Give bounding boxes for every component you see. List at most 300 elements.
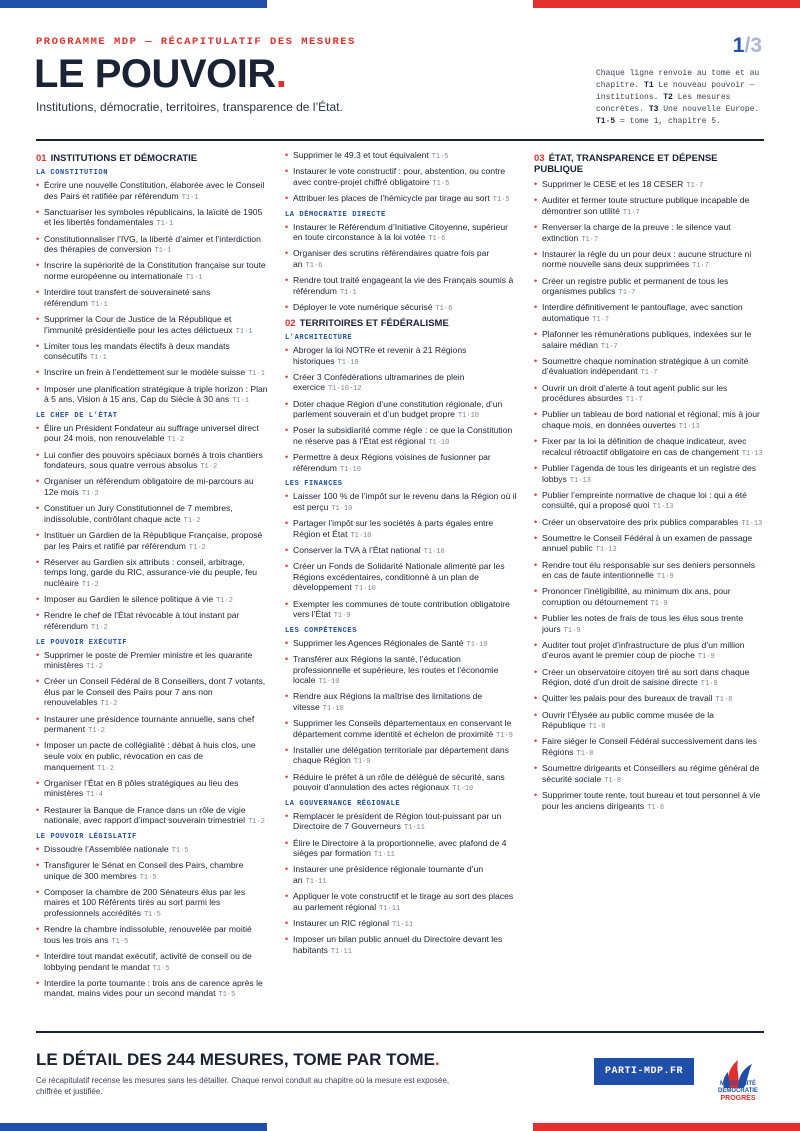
measure-text: Constituer un Jury Constitutionnel de 7 membres, indissoluble, contrôlant chaque acte bbox=[44, 503, 233, 524]
measure-text: Publier un tableau de bord national et régional, mis à jour chaque mois, en données ouvertes bbox=[542, 409, 760, 431]
legend-code: T3 bbox=[648, 105, 659, 114]
measure-text: Publier l’agenda de tous les dirigeants et un registre des lobbys bbox=[542, 463, 757, 484]
measure-reference: T1·8 bbox=[576, 750, 594, 758]
measure-item bbox=[534, 436, 766, 459]
measure-reference: T1·10 bbox=[428, 439, 450, 448]
measure-text: Instaurer une présidence régionale tournante d’un an bbox=[293, 864, 484, 885]
measure-text: Supprimer le CESE et les 18 CESER bbox=[542, 179, 684, 189]
measure-reference: T1·13 bbox=[741, 449, 763, 458]
measure-reference: T1·11 bbox=[305, 877, 327, 886]
flag-stripe-bottom bbox=[0, 1123, 800, 1131]
measure-text: Imposer un pacte de collégialité : débat à huis clos, une seule voix en public, révocation en cas de manquement bbox=[44, 740, 256, 772]
legend-text: Chaque ligne renvoie au tome et au chapitre. bbox=[596, 69, 760, 90]
measure-reference: T1·2 bbox=[81, 580, 99, 589]
header-divider bbox=[36, 139, 764, 141]
measure-item bbox=[36, 367, 270, 380]
measure-text: Interdire définitivement le pantouflage, avec sanction automatique bbox=[542, 302, 743, 323]
measure-list bbox=[285, 638, 517, 795]
measure-reference: T1·10 bbox=[452, 785, 474, 794]
measure-text: Renverser la charge de la preuve : le silence vaut extinction bbox=[542, 221, 731, 243]
measure-reference: T1·1 bbox=[232, 397, 250, 406]
measure-item bbox=[285, 561, 517, 595]
measure-text: Permettre à deux Régions voisines de fusionner par référendum bbox=[293, 452, 491, 473]
measure-item bbox=[285, 691, 517, 714]
subsection-heading: LA CONSTITUTION bbox=[36, 169, 109, 177]
measure-item bbox=[36, 714, 270, 737]
measure-reference: T1·11 bbox=[373, 851, 395, 860]
measure-reference: T1·2 bbox=[100, 700, 118, 709]
subsection-heading: LA GOUVERNANCE RÉGIONALE bbox=[285, 799, 401, 808]
measure-item bbox=[285, 918, 517, 931]
measure-item bbox=[285, 425, 517, 448]
measure-reference: T1·5 bbox=[218, 991, 236, 1000]
measure-reference: T1·10-12 bbox=[328, 385, 362, 394]
measure-reference: T1·1 bbox=[154, 247, 172, 256]
measure-text: Poser la subsidiarité comme règle : ce que la Constitution ne réserve pas à l’État est régional bbox=[293, 425, 513, 447]
measure-text: Doter chaque Région d’une constitution régionale, d’un parlement souverain et d’un budget propre bbox=[293, 398, 503, 420]
measure-text: Ouvrir l’Élysée au public comme musée de la République bbox=[542, 709, 714, 731]
measure-text: Instituer un Gardien de la République Française, proposé par les Pairs et ratifié par référendum bbox=[44, 529, 263, 551]
measure-text: Instaurer une présidence tournante annuelle, sans chef permanent bbox=[44, 713, 255, 735]
measure-text: Instaurer le Référendum d’Initiative Citoyenne, supérieur en toute circonstance à la loi votée bbox=[293, 221, 508, 243]
measure-text: Créer un observatoire des prix publics comparables bbox=[542, 516, 739, 527]
page-title-dot: . bbox=[275, 52, 287, 96]
logo-line-3: PROGRÈS bbox=[720, 1095, 756, 1102]
subsection-heading: LA DÉMOCRATIE DIRECTE bbox=[285, 210, 386, 219]
footer-title bbox=[36, 1050, 440, 1070]
measure-reference: T1·5 bbox=[111, 937, 129, 946]
section-title: ÉTAT, TRANSPARENCE ET DÉPENSE PUBLIQUE bbox=[534, 153, 718, 175]
measure-reference: T1·1 bbox=[235, 327, 253, 336]
measure-item bbox=[36, 207, 270, 230]
measure-text: Fixer par la loi la définition de chaque indicateur, avec recalcul rétroactif obligatoire en cas de changement bbox=[542, 436, 747, 457]
measure-item bbox=[36, 805, 270, 828]
footer-text: Ce récapitulatif recense les mesures sans les détailler. Chaque renvoi conduit au chapitre où la mesure est exposée, chiffrée et justifiée. bbox=[36, 1076, 450, 1096]
measure-item bbox=[285, 654, 517, 688]
measure-text: Élire le Directoire à la proportionnelle, avec plafond de 4 sièges par formation bbox=[293, 837, 507, 859]
measure-item bbox=[534, 490, 766, 513]
measure-reference: T1·4 bbox=[86, 791, 103, 800]
measure-text: Ouvrir un droit d’alerte à tout agent public sur les procédures absurdes bbox=[542, 382, 728, 404]
measure-item bbox=[285, 745, 517, 768]
measure-text: Auditer tout projet d’infrastructure de plus d’un million d’euros avant le premier coup de pioche bbox=[542, 639, 745, 661]
footer-divider bbox=[36, 1031, 764, 1033]
legend-text: Une nouvelle Europe. bbox=[658, 105, 760, 114]
measure-text: Rendre le chef de l’État révocable à tout instant par référendum bbox=[44, 610, 240, 631]
measure-list bbox=[36, 180, 270, 407]
measure-reference: T1·5 bbox=[432, 179, 450, 188]
measure-reference: T1·10 bbox=[350, 531, 372, 540]
measure-text: Instaurer un RIC régional bbox=[293, 917, 390, 928]
measure-reference: T1·2 bbox=[216, 597, 233, 606]
measure-reference: T1·2 bbox=[86, 663, 103, 672]
measure-text: Rendre tout élu responsable sur ses deniers personnels en cas de faute intentionnelle bbox=[542, 559, 756, 581]
measure-item bbox=[285, 302, 517, 315]
measure-reference: T1·13 bbox=[569, 476, 591, 485]
measure-item bbox=[285, 275, 517, 298]
measure-text: Transfigurer le Sénat en Conseil des Pairs, chambre unique de 300 membres bbox=[44, 859, 244, 881]
measure-item bbox=[534, 613, 766, 636]
measure-item bbox=[36, 341, 270, 364]
measure-text: Créer un observatoire citoyen tiré au sort dans chaque Région, doté d’un droit de saisine directe bbox=[542, 666, 750, 688]
measure-reference: T1·10 bbox=[322, 704, 344, 713]
measure-reference: T1·5 bbox=[139, 873, 157, 882]
section-heading bbox=[285, 318, 517, 329]
measure-item bbox=[534, 329, 766, 352]
measure-text: Remplacer le président de Région tout-puissant par un Directoire de 7 Gouverneurs bbox=[293, 810, 502, 832]
measure-text: Interdire tout mandat exécutif, activité de conseil ou de lobbying pendant le mandat bbox=[44, 950, 252, 972]
measure-text: Auditer et fermer toute structure publique incapable de démontrer son utilité bbox=[542, 195, 750, 216]
measure-item bbox=[285, 222, 517, 245]
measure-item bbox=[534, 667, 766, 690]
measure-item bbox=[534, 736, 766, 759]
measure-reference: T1·5 bbox=[431, 153, 449, 161]
measure-reference: T1·7 bbox=[592, 315, 610, 324]
measure-reference: T1·2 bbox=[97, 764, 114, 773]
measure-item bbox=[285, 864, 517, 887]
measure-item bbox=[285, 934, 517, 957]
measure-text: Créer un registre public et permanent de tous les organismes publics bbox=[542, 275, 729, 297]
measure-list bbox=[36, 423, 270, 634]
footer-title-dot: . bbox=[434, 1050, 440, 1069]
measure-reference: T1·2 bbox=[167, 436, 185, 445]
measure-reference: T1·13 bbox=[741, 519, 763, 528]
measure-item bbox=[285, 345, 517, 368]
measure-item bbox=[534, 640, 766, 663]
measure-reference: T1·13 bbox=[678, 423, 700, 432]
section-title: TERRITOIRES ET FÉDÉRALISME bbox=[299, 318, 449, 330]
measure-text: Publier l’empreinte normative de chaque loi : qui a été consulté, qui a proposé quoi bbox=[542, 489, 747, 511]
measure-reference: T1·9 bbox=[697, 653, 715, 662]
measure-item bbox=[36, 503, 270, 526]
logo-line-2: DÉMOCRATIE bbox=[718, 1088, 758, 1094]
measure-reference: T1·1 bbox=[185, 273, 203, 282]
page-title-text: LE POUVOIR bbox=[34, 52, 276, 96]
measure-item bbox=[534, 533, 766, 556]
measure-reference: T1·6 bbox=[305, 261, 323, 270]
page-number-total: /3 bbox=[744, 34, 762, 57]
measure-text: Faire siéger le Conseil Fédéral successivement dans les Régions bbox=[542, 736, 757, 757]
flag-stripe-top bbox=[0, 0, 800, 8]
measure-reference: T1·2 bbox=[183, 516, 201, 525]
measure-list bbox=[534, 179, 766, 813]
measure-reference: T1·10 bbox=[318, 678, 340, 687]
measure-reference: T1·7 bbox=[622, 208, 640, 217]
measure-item bbox=[534, 710, 766, 733]
kicker: PROGRAMME MDP — RÉCAPITULATIF DES MESURES bbox=[36, 36, 356, 48]
measure-text: Interdire tout transfert de souveraineté sans référendum bbox=[44, 287, 211, 308]
measure-text: Instaurer le vote constructif : pour, abstention, ou contre avec contre-projet chiffré obligatoire bbox=[293, 166, 506, 187]
section-heading bbox=[534, 153, 766, 175]
legend-code: T1·5 bbox=[596, 117, 616, 126]
measure-reference: T1·10 bbox=[331, 505, 353, 513]
measure-text: Laisser 100 % de l’impôt sur le revenu dans la Région où il est perçu bbox=[293, 491, 517, 512]
measure-item bbox=[534, 302, 766, 325]
measure-text: Interdire la porte tournante : trois ans de carence après le mandat, mains vides pour un second mandat bbox=[44, 977, 263, 999]
column-1 bbox=[36, 150, 270, 1004]
subsection-heading: LE POUVOIR EXÉCUTIF bbox=[36, 638, 128, 647]
measure-item bbox=[285, 399, 517, 422]
measure-item bbox=[285, 248, 517, 271]
measure-text: Lui confier des pouvoirs spéciaux bornés à trois chantiers fondateurs, sous quatre verrous absolus bbox=[44, 449, 263, 471]
measure-reference: T1·2 bbox=[248, 818, 265, 827]
measure-item bbox=[36, 740, 270, 774]
measure-text: Imposer au Gardien le silence politique à vie bbox=[44, 594, 214, 605]
measure-text: Organiser l’État en 8 pôles stratégiques au lieu des ministères bbox=[44, 777, 239, 799]
measure-item bbox=[36, 287, 270, 310]
measure-item bbox=[285, 452, 517, 475]
measure-reference: T1·6 bbox=[428, 235, 446, 244]
legend-text: Le nouveau pouvoir — institutions. bbox=[596, 81, 755, 102]
measure-reference: T1·10 bbox=[337, 358, 359, 367]
measure-reference: T1·7 bbox=[692, 262, 709, 271]
measure-text: Composer la chambre de 200 Sénateurs élus par les maires et 100 Référents tirés au sort parmi les professionnels accrédités bbox=[44, 886, 246, 918]
reference-legend bbox=[596, 68, 766, 128]
measure-reference: T1·11 bbox=[379, 904, 401, 913]
measure-item bbox=[285, 491, 517, 514]
measure-item bbox=[285, 772, 517, 795]
measure-text: Inscrire un frein à l’endettement sur le modèle suisse bbox=[44, 367, 246, 378]
measure-reference: T1·7 bbox=[640, 369, 658, 378]
measure-item bbox=[534, 249, 766, 272]
measure-text: Élire un Président Fondateur au suffrage universel direct pour 24 mois, non renouvelable bbox=[44, 422, 259, 444]
measure-reference: T1·2 bbox=[188, 543, 206, 552]
measure-reference: T1·5 bbox=[492, 195, 510, 204]
measure-reference: T1·6 bbox=[435, 304, 453, 313]
measure-item bbox=[285, 150, 517, 163]
measure-reference: T1·13 bbox=[652, 503, 674, 512]
measure-item bbox=[36, 423, 270, 446]
measure-reference: T1·1 bbox=[339, 288, 357, 297]
page-number-current: 1 bbox=[732, 34, 745, 57]
measure-text: Sanctuariser les symboles républicains, la laïcité de 1905 et les libertés fondamentales bbox=[44, 206, 263, 228]
measure-item bbox=[285, 166, 517, 189]
legend-text: = tome 1, chapitre 5. bbox=[615, 117, 721, 126]
measure-text: Créer un Conseil Fédéral de 8 Conseillers, dont 7 votants, élus par le Conseil des Pairs pour 7 ans non renouvelables bbox=[44, 676, 266, 708]
measure-reference: T1·1 bbox=[181, 193, 199, 202]
measure-item bbox=[534, 222, 766, 245]
measure-item bbox=[285, 891, 517, 914]
subsection-heading: LES FINANCES bbox=[285, 480, 343, 489]
measure-reference: T1·8 bbox=[588, 723, 606, 732]
legend-code: T1 bbox=[644, 81, 654, 90]
measure-text: Rendre tout traité engageant la vie des Français soumis à référendum bbox=[293, 275, 514, 296]
measure-reference: T1·1 bbox=[90, 354, 107, 363]
measure-text: Soumettre chaque nomination stratégique à un comité d’évaluation indépendant bbox=[542, 355, 749, 377]
measure-item bbox=[36, 314, 270, 337]
measure-reference: T1·2 bbox=[90, 623, 108, 632]
measure-text: Partager l’impôt sur les sociétés à parts égales entre Région et État bbox=[293, 518, 494, 539]
measure-item bbox=[36, 384, 270, 407]
measure-list bbox=[285, 491, 517, 621]
measure-item bbox=[534, 763, 766, 786]
measure-item bbox=[534, 790, 766, 813]
measure-reference: T1·9 bbox=[563, 626, 581, 635]
measure-item bbox=[534, 356, 766, 379]
measure-list bbox=[36, 650, 270, 828]
measure-reference: T1·8 bbox=[715, 696, 733, 705]
measure-reference: T1·10 bbox=[466, 640, 488, 649]
measure-item bbox=[285, 718, 517, 741]
measure-reference: T1·9 bbox=[353, 758, 371, 767]
measure-text: Inscrire la supériorité de la Constitution française sur toute norme européenne ou internationale bbox=[44, 260, 266, 281]
measure-text: Rendre aux Régions la maîtrise des limitations de vitesse bbox=[293, 691, 483, 712]
measure-reference: T1·8 bbox=[647, 803, 665, 812]
measure-text: Supprimer le 49.3 et tout équivalent bbox=[293, 150, 429, 160]
measure-item bbox=[534, 276, 766, 299]
measure-reference: T1·10 bbox=[457, 412, 479, 421]
measure-text: Quitter les palais pour des bureaux de travail bbox=[542, 693, 713, 704]
measure-item bbox=[36, 557, 270, 591]
measure-text: Plafonner les rémunérations publiques, indexées sur le salaire médian bbox=[542, 329, 752, 350]
measure-reference: T1·5 bbox=[171, 846, 189, 855]
measure-item bbox=[36, 887, 270, 921]
measure-item bbox=[36, 951, 270, 974]
subsection-heading: LE POUVOIR LÉGISLATIF bbox=[36, 832, 137, 841]
measure-list bbox=[285, 150, 517, 206]
measure-item bbox=[36, 650, 270, 673]
measure-text: Imposer une planification stratégique à triple horizon : Plan à 5 ans, Vision à 15 ans, Cap du Siècle à 30 ans bbox=[44, 383, 268, 405]
measure-text: Rendre la chambre indissoluble, renouvelée par moitié tous les trois ans bbox=[44, 924, 252, 945]
measure-item bbox=[36, 180, 270, 203]
measure-item bbox=[36, 260, 270, 283]
column-2 bbox=[285, 150, 517, 961]
subsection-heading: LE CHEF DE L’ÉTAT bbox=[36, 411, 118, 420]
measure-item bbox=[36, 476, 270, 499]
measure-text: Créer un Fonds de Solidarité Nationale alimenté par les Régions excédentaires, conditionné à un plan de développement bbox=[293, 561, 505, 593]
measure-item bbox=[36, 924, 270, 947]
measure-reference: T1·10 bbox=[423, 547, 445, 556]
measure-item bbox=[534, 179, 766, 192]
measure-text: Soumettre dirigeants et Conseillers au régime général de sécurité sociale bbox=[542, 763, 760, 784]
measure-item bbox=[36, 860, 270, 883]
measure-reference: T1·2 bbox=[88, 727, 105, 736]
logo-line-1: MODERNITÉ bbox=[720, 1081, 756, 1087]
measure-item bbox=[534, 383, 766, 406]
measure-item bbox=[36, 530, 270, 553]
measure-reference: T1·11 bbox=[330, 947, 352, 956]
measure-text: Limiter tous les mandats électifs à deux mandats consécutifs bbox=[44, 340, 230, 362]
measure-item bbox=[534, 463, 766, 486]
measure-reference: T1·7 bbox=[618, 289, 636, 298]
measure-reference: T1·11 bbox=[403, 824, 425, 833]
measure-text: Instaurer la règle du un pour deux : aucune structure ni norme nouvelle sans deux supprimées bbox=[542, 248, 752, 270]
measure-item bbox=[36, 978, 270, 1001]
measure-item bbox=[36, 610, 270, 633]
measure-list bbox=[285, 222, 517, 315]
measure-text: Exempter les communes de toute contribution obligatoire vers l’État bbox=[293, 598, 510, 620]
measure-text: Publier les notes de frais de tous les élus sous trente jours bbox=[542, 613, 744, 634]
measure-item bbox=[534, 560, 766, 583]
measure-reference: T1·9 bbox=[333, 612, 351, 621]
measure-item bbox=[36, 676, 270, 710]
measure-text: Supprimer la Cour de Justice de la République et l’immunité présidentielle pour les actes délictueux bbox=[44, 313, 233, 335]
measure-item bbox=[285, 599, 517, 622]
measure-item bbox=[534, 409, 766, 432]
measure-text: Supprimer toute rente, tout bureau et tout personnel à vie pour les anciens dirigeants bbox=[542, 789, 761, 811]
measure-reference: T1·10 bbox=[339, 465, 361, 474]
measure-reference: T1·1 bbox=[248, 370, 265, 379]
measure-reference: T1·5 bbox=[152, 964, 170, 973]
measure-text: Attribuer les places de l’hémicycle par tirage au sort bbox=[293, 192, 490, 203]
measure-item bbox=[285, 838, 517, 861]
measure-item bbox=[285, 545, 517, 558]
measure-reference: T1·9 bbox=[496, 731, 513, 740]
measure-list bbox=[36, 844, 270, 1001]
measure-item bbox=[285, 193, 517, 206]
subsection-heading: LES COMPÉTENCES bbox=[285, 626, 358, 635]
section-title: INSTITUTIONS ET DÉMOCRATIE bbox=[50, 153, 198, 164]
measure-reference: T1·2 bbox=[81, 490, 99, 498]
measure-reference: T1·1 bbox=[90, 300, 108, 309]
measure-list bbox=[285, 811, 517, 958]
logo-wordmark bbox=[700, 1081, 776, 1102]
section-heading bbox=[36, 153, 270, 164]
measure-item bbox=[36, 778, 270, 801]
measure-reference: T1·5 bbox=[143, 910, 161, 919]
measure-reference: T1·8 bbox=[604, 776, 622, 785]
website-link-button[interactable]: PARTI-MDP.FR bbox=[594, 1058, 694, 1085]
footer-title-text: LE DÉTAIL DES 244 MESURES, TOME PAR TOME bbox=[36, 1050, 435, 1069]
measure-text: Réduire le préfet à un rôle de délégué de sécurité, sans pouvoir d’annulation des actes régionaux bbox=[293, 771, 505, 793]
measure-reference: T1·9 bbox=[656, 573, 674, 582]
measure-item bbox=[36, 234, 270, 257]
measure-item bbox=[534, 195, 766, 218]
measure-item bbox=[534, 586, 766, 609]
measure-item bbox=[285, 372, 517, 395]
measure-reference: T1·7 bbox=[581, 235, 599, 244]
legend-code: T2 bbox=[663, 93, 673, 102]
measure-reference: T1·10 bbox=[354, 585, 376, 594]
measure-text: Supprimer les Conseils départementaux en conservant le département comme identité et échelon de proximité bbox=[293, 718, 512, 739]
measure-item bbox=[285, 518, 517, 541]
measure-text: Réserver au Gardien six attributs : conseil, arbitrage, temps long, garde du RIC, assurance-vie du peuple, feu nucléaire bbox=[44, 556, 258, 588]
measure-text: Constitutionnaliser l’IVG, la liberté d’aimer et l’interdiction des thérapies de conversion bbox=[44, 233, 261, 255]
measure-reference: T1·11 bbox=[392, 920, 414, 929]
measure-reference: T1·7 bbox=[625, 396, 643, 405]
measure-text: Installer une délégation territoriale par département dans chaque Région bbox=[293, 744, 509, 766]
measure-text: Supprimer le poste de Premier ministre et les quarante ministères bbox=[44, 649, 253, 671]
measure-item bbox=[285, 638, 517, 651]
measure-item bbox=[534, 517, 766, 530]
measure-text: Appliquer le vote constructif et le tirage au sort des places au parlement régional bbox=[293, 891, 514, 912]
column-3 bbox=[534, 150, 766, 817]
subsection-heading: L’ARCHITECTURE bbox=[285, 334, 353, 343]
measure-text: Conserver la TVA à l’État national bbox=[293, 544, 421, 555]
measure-item bbox=[285, 811, 517, 834]
measure-text: Imposer un bilan public annuel du Directoire devant les habitants bbox=[293, 934, 503, 955]
measure-list bbox=[285, 345, 517, 475]
measure-reference: T1·9 bbox=[700, 680, 718, 689]
measure-text: Abroger la loi NOTRe et revenir à 21 Régions historiques bbox=[293, 345, 467, 366]
measure-item bbox=[36, 594, 270, 607]
section-number: 01 bbox=[36, 153, 47, 164]
measure-text: Écrire une nouvelle Constitution, élaborée avec le Conseil des Pairs et ratifiée par référendum bbox=[44, 180, 265, 201]
measure-reference: T1·1 bbox=[156, 220, 174, 229]
measure-text: Prononcer l’inéligibilité, au minimum dix ans, pour corruption ou détournement bbox=[542, 586, 731, 607]
measure-text: Supprimer les Agences Régionales de Santé bbox=[293, 637, 464, 648]
measure-text: Dissoudre l’Assemblée nationale bbox=[44, 843, 169, 854]
measure-text: Créer 3 Confédérations ultramarines de plein exercice bbox=[293, 371, 465, 393]
measure-text: Déployer le vote numérique sécurisé bbox=[293, 301, 433, 312]
section-number: 03 bbox=[534, 153, 545, 164]
page-subtitle: Institutions, démocratie, territoires, transparence de l’État. bbox=[36, 100, 343, 114]
measure-item bbox=[36, 450, 270, 473]
measure-text: Organiser des scrutins référendaires quatre fois par an bbox=[293, 248, 490, 269]
measure-text: Restaurer la Banque de France dans un rôle de vigie nationale, avec rapport d’impact souverain trimestriel bbox=[44, 804, 246, 826]
legend-text: Les mesures concrètes. bbox=[596, 93, 731, 114]
page-number bbox=[733, 34, 762, 58]
